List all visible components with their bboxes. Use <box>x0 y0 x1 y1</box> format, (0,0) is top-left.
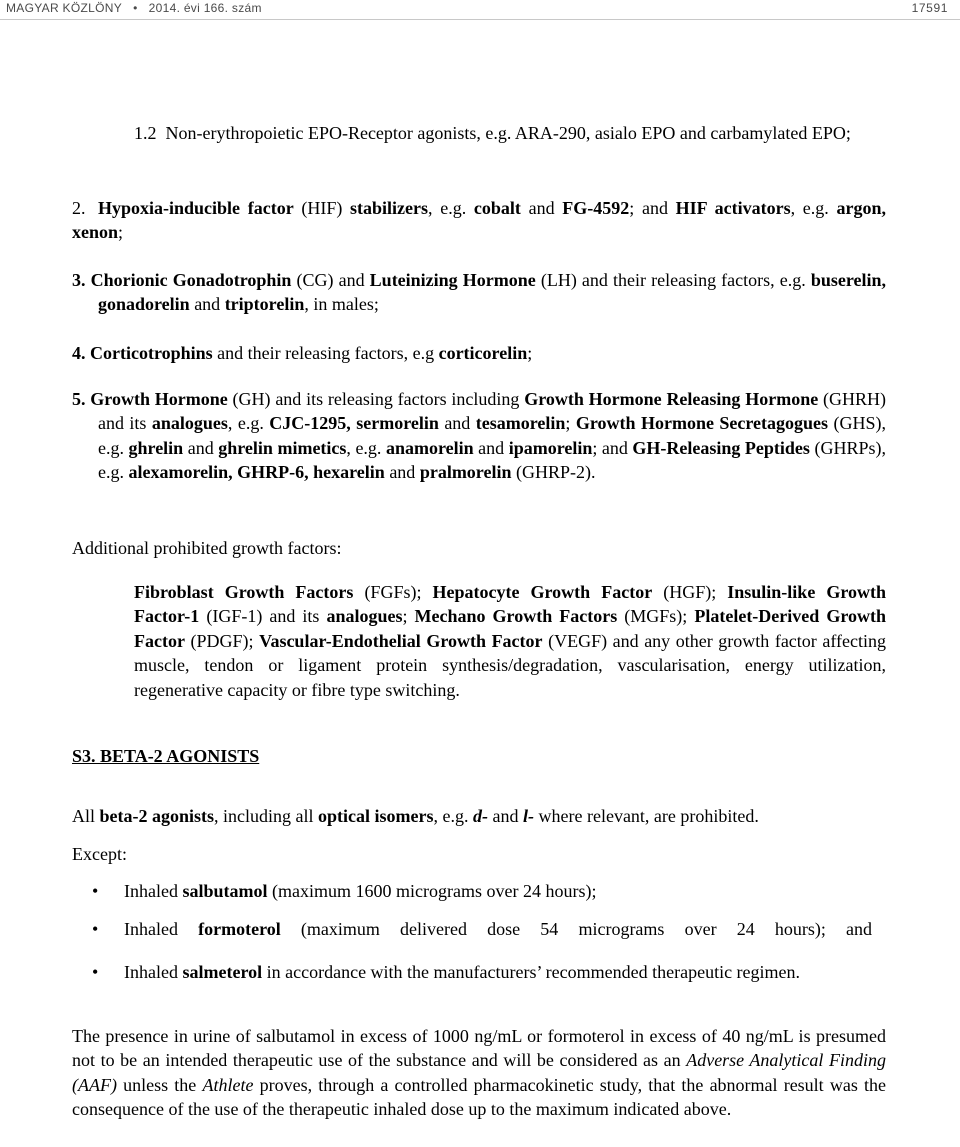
bullet-marker: • <box>92 881 99 901</box>
s3-intro: All beta-2 agonists, including all optical isomers, e.g. d- and l- where relevant, are prohibited. <box>72 806 759 826</box>
page-number: 17591 <box>911 1 948 15</box>
bullet-marker: • <box>92 919 99 939</box>
exception-formoterol: Inhaled formoterol (maximum delivered dose 54 micrograms over 24 hours); and <box>124 919 872 939</box>
additional-factors-intro: Additional prohibited growth factors: <box>72 538 342 558</box>
journal-name: MAGYAR KÖZLÖNY <box>6 1 122 15</box>
exception-salbutamol: Inhaled salbutamol (maximum 1600 micrograms over 24 hours); <box>124 881 597 901</box>
item-2: 2. Hypoxia-inducible factor (HIF) stabilizers, e.g. cobalt and FG-4592; and HIF activators, e.g. argon, xenon; <box>72 198 886 243</box>
issue-label: 2014. évi 166. szám <box>148 1 262 15</box>
item-3: 3. Chorionic Gonadotrophin (CG) and Luteinizing Hormone (LH) and their releasing factors, e.g. buserelin, gonadorelin and triptorelin, in males; <box>72 270 886 315</box>
item-5: 5. Growth Hormone (GH) and its releasing factors including Growth Hormone Releasing Hormone (GHRH) and its analogues, e.g. CJC-1295, sermorelin and tesamorelin; Growth Hormone Secretagogues (GHS), e.g. ghrelin and ghrelin mimetics, e.g. anamorelin and ipamorelin; and GH-Releasing Peptides (GHRPs), e.g. alexamorelin, GHRP-6, hexarelin and pralmorelin (GHRP-2). <box>72 389 887 483</box>
header-divider <box>0 19 960 20</box>
additional-factors-list: Fibroblast Growth Factors (FGFs); Hepatocyte Growth Factor (HGF); Insulin-like Growth Factor-1 (IGF-1) and its analogues; Mechano Growth Factors (MGFs); Platelet-Derived Growth Factor (PDGF); Vascular-Endothelial Growth Factor (VEGF) and any other growth factor affecting muscle, tendon or ligament protein synthesis/degradation, vascularisation, energy utilization, regenerative capacity or fibre type switching. <box>134 582 887 700</box>
section-title-s3: S3. BETA-2 AGONISTS <box>72 746 260 766</box>
running-head <box>6 1 262 15</box>
bullet-marker: • <box>92 962 99 982</box>
item-number: 2. <box>72 198 86 218</box>
except-label: Except: <box>72 844 127 864</box>
page-header <box>0 0 960 18</box>
exception-salmeterol: Inhaled salmeterol in accordance with the manufacturers’ recommended therapeutic regimen. <box>124 962 801 982</box>
header-separator: • <box>133 1 138 15</box>
urine-threshold-paragraph: The presence in urine of salbutamol in excess of 1000 ng/mL or formoterol in excess of 40 ng/mL is presumed not to be an intended therapeutic use of the substance and will be considered as an Adverse Analytical Finding (AAF) unless the Athlete proves, through a controlled pharmacokinetic study, that the abnormal result was the consequence of the use of the therapeutic inhaled dose up to the maximum indicated above. <box>72 1026 886 1120</box>
item-1-2: 1.2 Non-erythropoietic EPO-Receptor agonists, e.g. ARA-290, asialo EPO and carbamylated EPO; <box>134 123 851 143</box>
item-4: 4. Corticotrophins and their releasing factors, e.g corticorelin; <box>72 343 533 363</box>
